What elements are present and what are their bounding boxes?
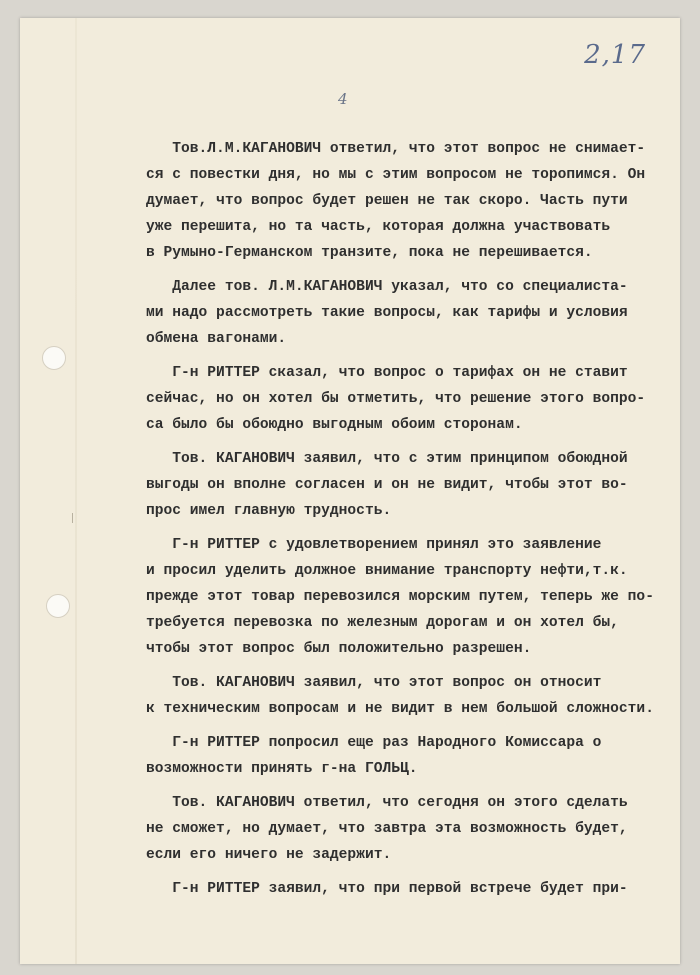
text-line: чтобы этот вопрос был положительно разрешен. [146, 641, 532, 657]
text-line: ми надо рассмотреть такие вопросы, как тарифы и условия [146, 305, 628, 321]
text-line: прос имел главную трудность. [146, 503, 392, 519]
paragraph [146, 670, 666, 722]
text-line: Г-н РИТТЕР заявил, что при первой встрече будет при- [146, 881, 628, 897]
paragraph [146, 876, 666, 902]
text-line: в Румыно-Германском транзите, пока не перешивается. [146, 245, 593, 261]
text-line: возможности принять г-на ГОЛЬЦ. [146, 761, 418, 777]
text-line: са было бы обоюдно выгодным обоим сторонам. [146, 417, 523, 433]
text-line: Г-н РИТТЕР сказал, что вопрос о тарифах он не ставит [146, 365, 628, 381]
text-line: требуется перевозка по железным дорогам и он хотел бы, [146, 615, 619, 631]
text-line: уже перешита, но та часть, которая должна участвовать [146, 219, 611, 235]
paragraph-gap [146, 266, 666, 274]
paragraph-gap [146, 662, 666, 670]
text-line: думает, что вопрос будет решен не так скоро. Часть пути [146, 193, 628, 209]
text-line: к техническим вопросам и не видит в нем большой сложности. [146, 701, 654, 717]
paragraph [146, 360, 666, 438]
text-line: обмена вагонами. [146, 331, 287, 347]
paragraph [146, 274, 666, 352]
paragraph [146, 532, 666, 662]
text-line: Тов.Л.М.КАГАНОВИЧ ответил, что этот вопрос не снимает- [146, 141, 646, 157]
fold-mark [72, 513, 73, 523]
text-line: если его ничего не задержит. [146, 847, 392, 863]
page-margin-line [75, 18, 77, 964]
text-line: Тов. КАГАНОВИЧ заявил, что этот вопрос он относит [146, 675, 602, 691]
text-line: Далее тов. Л.М.КАГАНОВИЧ указал, что со специалиста- [146, 279, 628, 295]
paragraph-gap [146, 868, 666, 876]
paragraph-gap [146, 352, 666, 360]
paragraph [146, 790, 666, 868]
text-line: Тов. КАГАНОВИЧ заявил, что с этим принципом обоюдной [146, 451, 628, 467]
punch-hole-top [42, 346, 66, 370]
text-line: прежде этот товар перевозился морским путем, теперь же по- [146, 589, 654, 605]
paragraph-gap [146, 782, 666, 790]
text-line: ся с повестки дня, но мы с этим вопросом не торопимся. Он [146, 167, 646, 183]
paragraph-gap [146, 722, 666, 730]
text-line: не сможет, но думает, что завтра эта возможность будет, [146, 821, 628, 837]
document-body [146, 136, 666, 902]
page-number: 4 [338, 90, 348, 108]
text-line: и просил уделить должное внимание транспорту нефти,т.к. [146, 563, 628, 579]
text-line: выгоды он вполне согласен и он не видит, чтобы этот во- [146, 477, 628, 493]
paragraph-gap [146, 524, 666, 532]
folio-number: 2,17 [584, 40, 646, 70]
paragraph [146, 136, 666, 266]
text-line: Тов. КАГАНОВИЧ ответил, что сегодня он этого сделать [146, 795, 628, 811]
paragraph-gap [146, 438, 666, 446]
text-line: Г-н РИТТЕР попросил еще раз Народного Комиссара о [146, 735, 602, 751]
text-line: Г-н РИТТЕР с удовлетворением принял это заявление [146, 537, 602, 553]
paragraph [146, 730, 666, 782]
punch-hole-bottom [46, 594, 70, 618]
paragraph [146, 446, 666, 524]
text-line: сейчас, но он хотел бы отметить, что решение этого вопро- [146, 391, 646, 407]
